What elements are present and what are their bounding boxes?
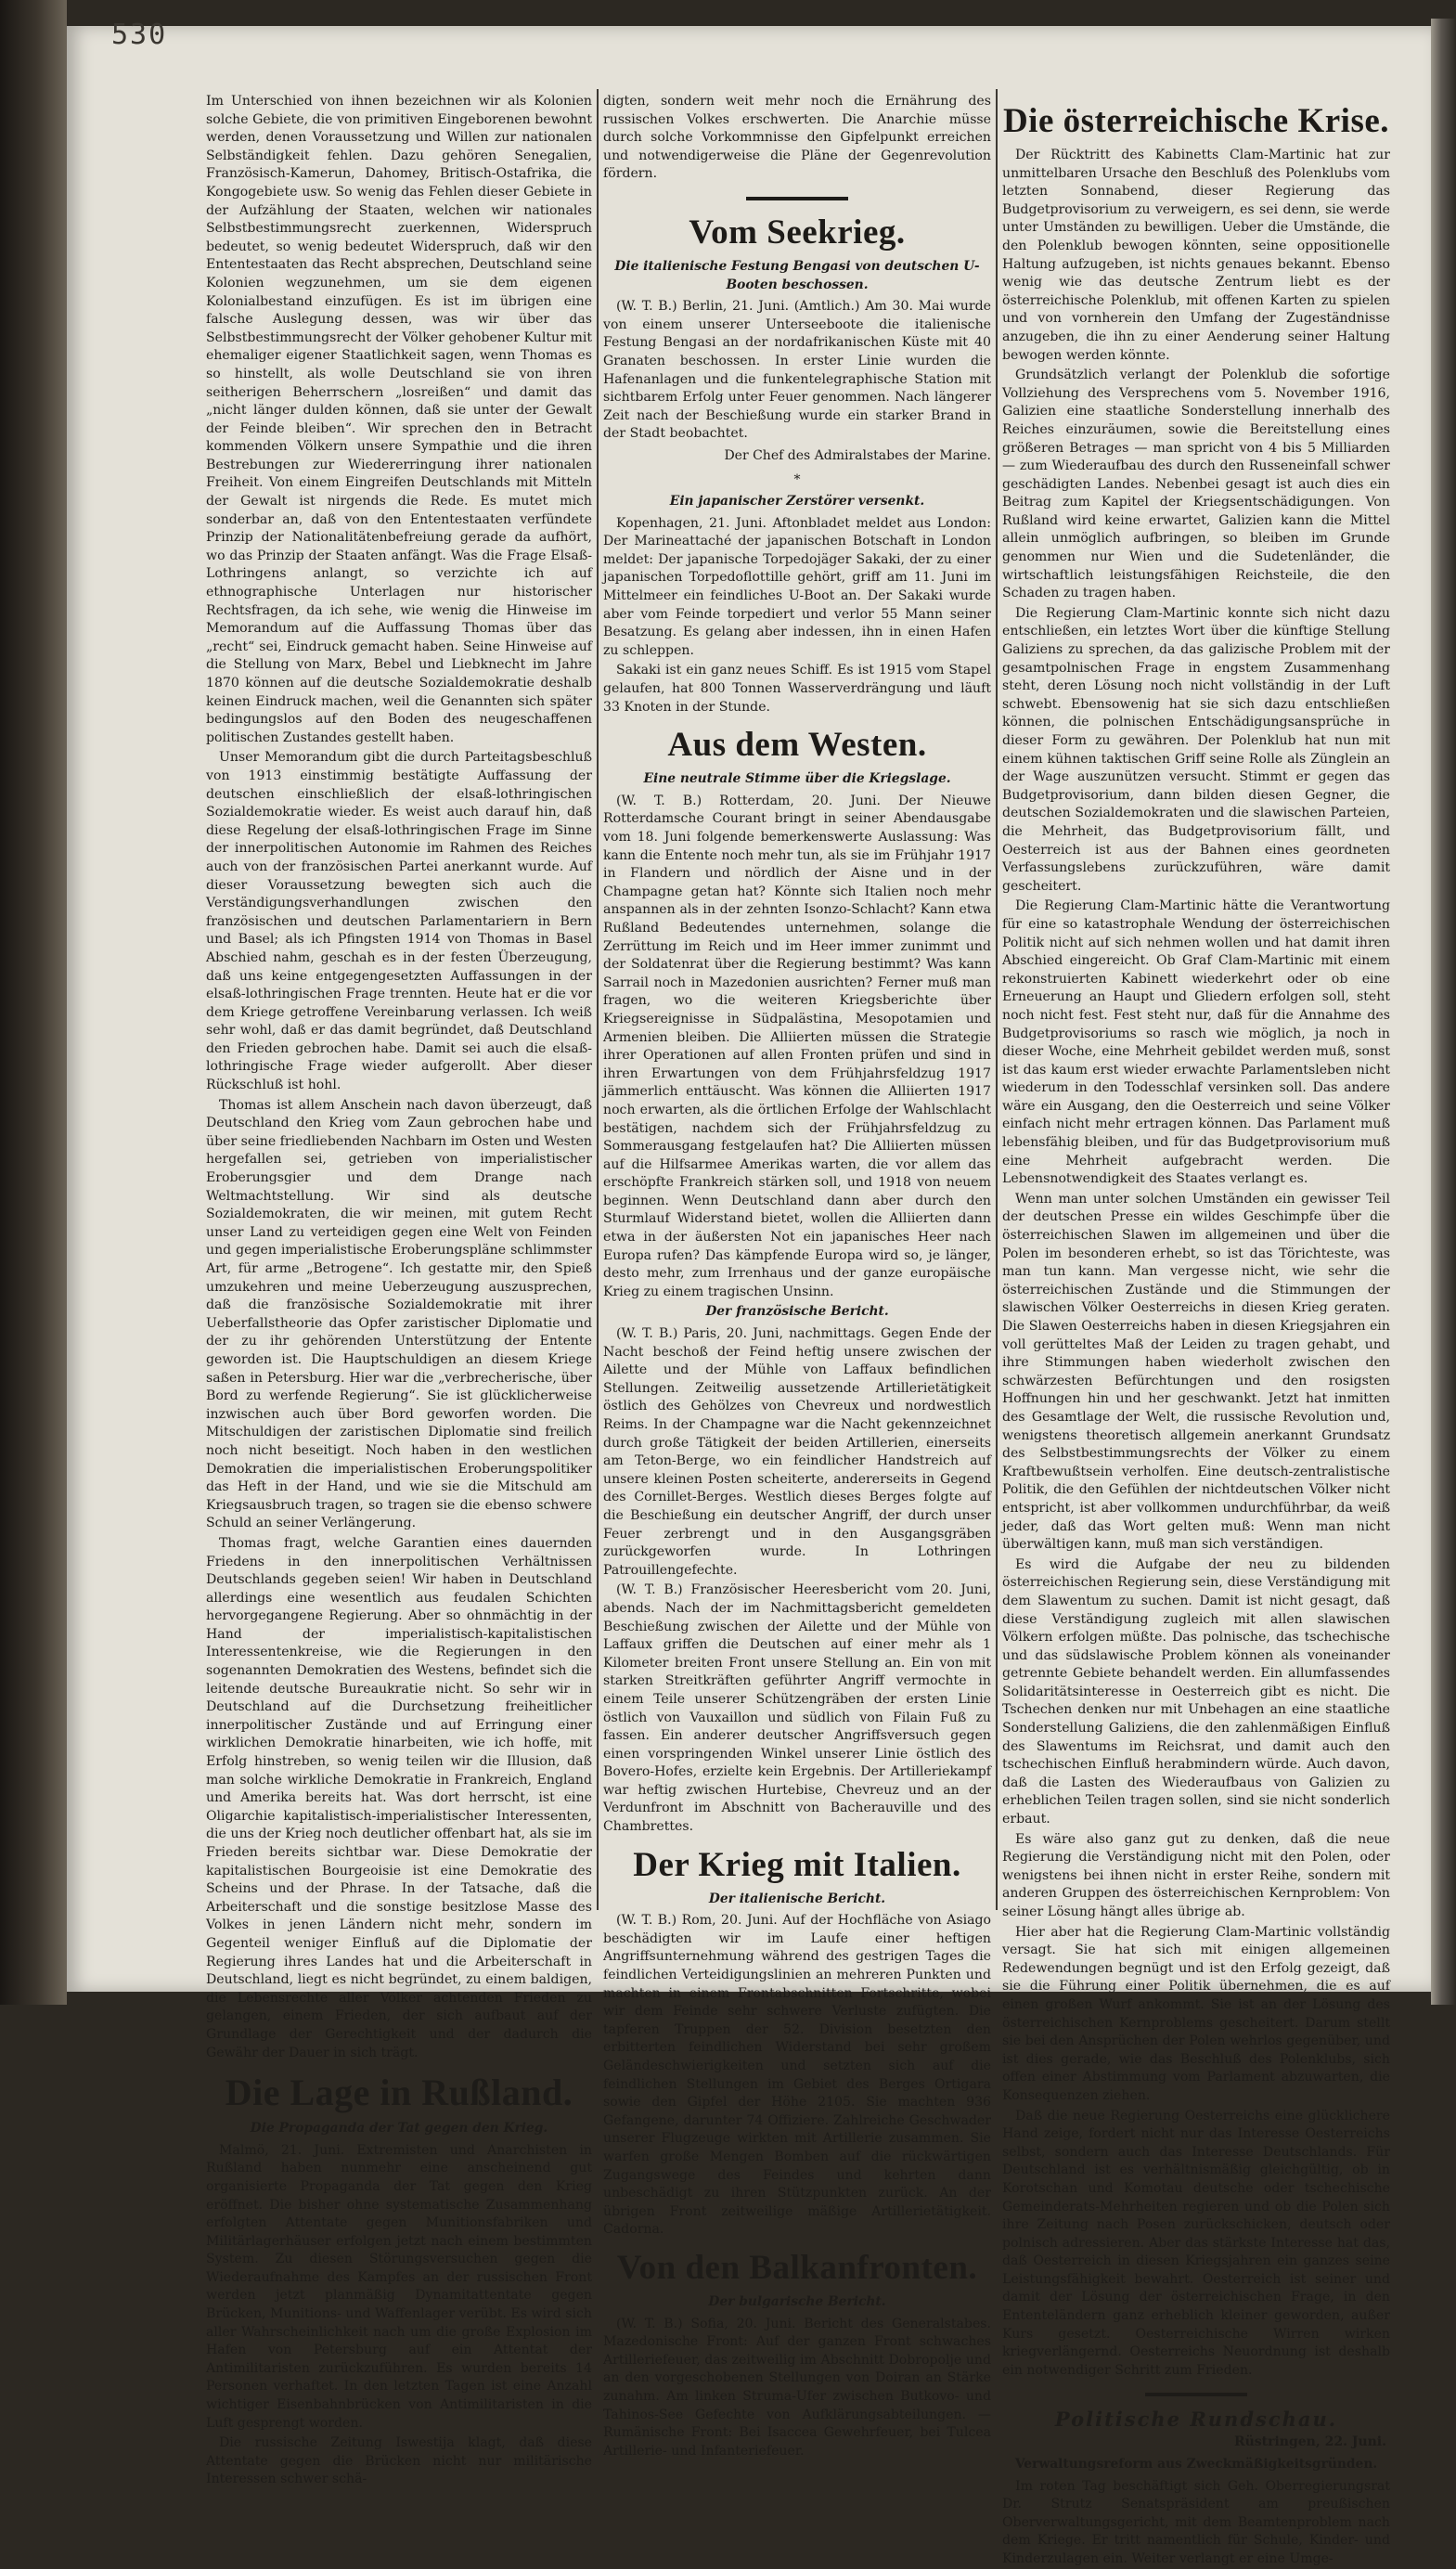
subhead-verwaltungsreform: Verwaltungsreform aus Zweckmäßigkeitsgründen. (1014, 2457, 1378, 2472)
section-divider (1145, 2393, 1247, 2396)
subhead-french: Der französische Bericht. (705, 1304, 889, 1320)
subhead-italian: Der italienische Bericht. (708, 1891, 886, 1906)
headline-balkan: Von den Balkanfronten. (616, 2248, 978, 2287)
column-rule (597, 89, 599, 1910)
article-paragraph: Thomas ist allem Anschein nach davon überzeugt, daß Deutschland den Krieg vom Zaun gebrochen habe und über seine friedliebenden Nachbarn im Osten und Westen hergefallen sei, getrieben von imperialistischer Eroberungsgier und dem Drange nach Weltmachtstellung. Wir sind als deutsche Sozialdemokraten, die wir meinen, mit gutem Recht unser Land zu verteidigen gegen eine Welt von Feinden und gegen imperialistische Eroberungspläne schlimmster Art, für arme „Betrogene“. Ich gestatte mir, den Spieß umzukehren und meine Ueberzeugung auszusprechen, daß die französische Sozialdemokratie mit ihrer Ueberfallstheorie das Opfer zaristischer Diplomatie und der zu ihr gehörenden Unterstützung der Entente geworden ist. Die Hauptschuldigen an diesem Kriege saßen in Petersburg. Hier war die „verbrecherische, über Bord zu werfende Regierung“. Sie ist glücklicherweise inzwischen auch über Bord geworfen worden. Die Mitschuldigen der zaristischen Diplomatie sind freilich noch nicht beseitigt. Noch haben in den westlichen Demokratien die imperialistischen Eroberungspolitiker das Heft in der Hand, und wie sie die Mitschuld am Kriegsausbruch tragen, so tragen sie die ebenso schwere Schuld an seiner Verlängerung. (206, 1097, 592, 1531)
column-right (1002, 93, 1390, 2566)
article-paragraph: Die Regierung Clam-Martinic hätte die Verantwortung für eine so katastrophale Wendung der österreichischen Politik nicht auf sich nehmen wollen und hat damit ihren Abschied eingereicht. Ob Graf Clam-Martinic mit einem rekonstruierten Kabinett wiederkehrt oder ob eine Erneuerung an Haupt und Gliedern erfolgen soll, steht noch nicht fest. Fest steht nur, daß für die Annahme des Budgetprovisoriums so rasch wie möglich, ja noch in dieser Woche, eine Mehrheit gebildet werden muß, sonst ist das kaum erst wieder erwachte Parlamentsleben nicht wiederum in den Todesschlaf versinken soll. Das andere wäre ein Ausgang, den die Oesterreich und seine Völker einfach nicht mehr ertragen können. Das Parlament muß lebensfähig bleiben, und für das Budgetprovisorium muß eine Mehrheit aufgebracht werden. Die Lebensnotwendigkeit des Staates verlangt es. (1002, 898, 1390, 1187)
column-left (206, 93, 592, 2487)
article-paragraph: Daß die neue Regierung Oesterreichs eine glücklichere Hand zeige, fordert nicht nur das Interesse Oesterreichs selbst, sondern auch das Interesse Deutschlands. Für Deutschland ist es verhältnismäßig gleichgültig, ob in Korotschan und Komotau deutsche oder tschechische Gemeinderats-Mehrheiten regieren und ob die Polen sich ihre Zeitung nach Posen zurückschicken, deutsch oder polnisch adressieren. Aber das stärkste Interesse hat das, daß Oesterreich in diesen Kriegsjahren ein ganzes seine Leistungsfähigkeit bewahrt. Oesterreich ist seiner und damit der Lösung der österreichischen Frage, in den Ententeländern ganz erheblich kleiner geworden, außer Kurs gesetzt. Oesterreichische Wirren wirken kriegverlängernd. Oesterreichs Neuordnung ist deshalb ein notwendiger Schritt zum Frieden. (1002, 2108, 1390, 2378)
subhead-japan: Ein japanischer Zerstörer versenkt. (669, 494, 925, 510)
article-paragraph: Die Regierung Clam-Martinic konnte sich nicht dazu entschließen, ein letztes Wort über die künftige Stellung Galiziens zu sprechen, da das galizische Problem mit der gesamtpolnischen Frage in engstem Zusammenhang steht, deren Lösung noch nicht vollständig in der Luft schwebt. Ebensowenig hat sie sich dazu entschließen können, die polnischen Entschädigungsansprüche in dieser Form zu gewähren. Der Polenklub hat nun mit einem kühnen taktischen Griff seine Rolle als Zünglein an der Wage auszunützen versucht. Stimmt er gegen das Budgetprovisorium, dann bilden diesen Gegner, die deutschen Sozialdemokraten und die slawischen Parteien, die Mehrheit, das Budgetprovisorium fällt, und Oesterreich ist aus der Bahnen eines geordneten Verfassungslebens zurückzuführen, wäre damit gescheitert. (1002, 605, 1390, 894)
section-title-rundschau: Politische Rundschau. (1054, 2408, 1338, 2432)
subhead-propaganda: Die Propaganda der Tat gegen den Krieg. (250, 2121, 548, 2137)
headline-westen: Aus dem Westen. (667, 726, 927, 765)
column-middle (603, 93, 991, 2459)
article-paragraph: (W. T. B.) Rom, 20. Juni. Auf der Hochfläche von Asiago beschädigten wir im Laufe einer heftigen Angriffsunternehmung während des gestrigen Tages die feindlichen Verteidigungslinien an mehreren Punkten und machten in einem Frontabschnitten Fortschritte, wobei wir dem Feinde sehr schwere Verluste zufügten. Die tapferen Truppen der 52. Division besetzten den erbitterten feindlichen Widerstand bei sehr großem Geländeschwierigkeiten und setzten sich auf die feindlichen Stellungen im Gebiet des Berges Ortigara sowie den Gipfel der Höhe 2105. Sie machten 936 Gefangene, darunter 74 Offiziere. Zahlreiche Geschwader unserer Flugzeuge wirkten mit Artillerie zusammen. Sie warfen große Mengen Bomben auf die rückwärtigen Zugangswege des Feindes und kehrten dann unbeschädigt zu ihren Stützpunkten zurück. An der übrigen Front zeitweilige mäßige Artillerietätigkeit. Cadorna. (603, 1913, 991, 2238)
column-rule (996, 89, 998, 1910)
subhead-bengasi: Die italienische Festung Bengasi von deutschen U-Booten beschossen. (614, 258, 980, 292)
article-paragraph: Wenn man unter solchen Umständen ein gewisser Teil der deutschen Presse ein wildes Geschimpfe über die österreichischen Slawen im allgemeinen und über die Polen im besonderen erhebt, so ist das Törichteste, was man tun kann. Man vergesse nicht, wie sehr die österreichischen Zustände und die Stimmungen der slawischen Völker Oesterreichs in diesen Krieg geraten. Die Slawen Oesterreichs haben in diesen Kriegsjahren ein voll gerütteltes Maß der Leiden zu tragen gehabt, und ihre Stimmungen haben wiederholt zwischen den schwärzesten Befürchtungen und den rosigsten Hoffnungen hin und her geschwankt. Jetzt hat inmitten des Gesamtlage der Welt, die russische Revolution und, wenigstens theoretisch allgemein anerkannt Grundsatz des Selbstbestimmungsrechts der Völker zu einem Kraftbewußtsein verholfen. Eine deutsch-zentralistische Politik, die den Gefühlen der nichtdeutschen Völker nicht entspricht, ist aber vollkommen undurchführbar, da weiß jeder, daß das Wort gelten muß: Wenn man nicht überwältigen kann, muß man sich verständigen. (1002, 1191, 1390, 1553)
subhead-bulgarian: Der bulgarische Bericht. (708, 2293, 886, 2309)
article-paragraph: (W. T. B.) Sofia, 20. Juni. Bericht des Generalstabes. Mazedonische Front: Auf der ganzen Front schwaches Artilleriefeuer, das zeitweilig im Abschnitt Dobropolje und an den vorgeschobenen Stellungen von Doiran an Stärke zunahm. Am linken Struma-Ufer zwischen Butkovo- und Tahinos-See Gefechte von Aufklärungsabteilungen. — Rumänische Front: Bei Isaccea Gewehrfeuer, bei Tulcea Artillerie- und Infanteriefeuer. (603, 2316, 991, 2459)
subhead-neutral: Eine neutrale Stimme über die Kriegslage. (643, 771, 951, 787)
article-paragraph: Hier aber hat die Regierung Clam-Martinic vollständig versagt. Sie hat sich mit einigen allgemeinen Redewendungen begnügt und ist den Erfolg gezeigt, daß sie die Führung einer Politik übernehmen, die es auf einen großen Wurf ankommt. Sie ist an der Lösung des österreichischen Kernproblems gescheitert. Darum stellt sie bei den Ansprüchen der Polen wehrlos gegenüber, und ist dies gerade, wie das Beschluß des Polenklubs, sich offen einer Abstimmung vom Parlament abzuwarten, die Konsequenzen ziehen. (1002, 1924, 1390, 2103)
article-paragraph: Kopenhagen, 21. Juni. Aftonbladet meldet aus London: Der Marineattaché der japanischen Botschaft in London meldet: Der japanische Torpedojäger Sakaki, der zu einer japanischen Torpedoflottille gehört, griff am 11. Juni im Mittelmeer ein feindliches U-Boot an. Der Sakaki wurde aber vom Feinde torpediert und verlor 55 Mann seiner Besatzung. Es gelang aber indessen, ihn in einen Hafen zu schleppen. (603, 515, 991, 658)
article-paragraph: (W. T. B.) Berlin, 21. Juni. (Amtlich.) Am 30. Mai wurde von einem unserer Unterseeboote die italienische Festung Bengasi an der nordafrikanischen Küste mit 40 Granaten beschossen. In erster Linie wurden die Hafenanlagen und die funkentelegraphische Station mit sichtbarem Erfolg unter Feuer genommen. Nach längerer Zeit nach der Beschießung wurde ein starker Brand in der Stadt beobachtet. (603, 299, 991, 442)
book-edge (1431, 19, 1456, 2005)
dateline: Rüstringen, 22. Juni. (1233, 2434, 1386, 2450)
article-paragraph: Sakaki ist ein ganz neues Schiff. Es ist 1915 vom Stapel gelaufen, hat 800 Tonnen Wasserverdrängung und läuft 33 Knoten in der Stunde. (603, 663, 991, 715)
article-paragraph: Thomas fragt, welche Garantien eines dauernden Friedens in den innerpolitischen Verhältnissen Deutschlands gegeben seien! Wir haben in Deutschland allerdings eine wesentlich aus feudalen Schichten hervorgegangene Regierung. Aber so ohnmächtig in der Hand der imperialistisch-kapitalistischen Interessentenkreise, wie die Regierungen in den sogenannten Demokratien des Westens, befindet sich die leitende deutsche Bureaukratie nicht. So sehr wir in Deutschland auf die Durchsetzung freiheitlicher innerpolitischer Zustände und auf Erringung einer wirklichen Demokratie hinarbeiten, wie ich hoffe, mit Erfolg hinstreben, so wenig teilen wir die Illusion, daß man solche wirkliche Demokratie in Frankreich, England und Amerika bereits hat. Was dort herrscht, ist eine Oligarchie kapitalistisch-imperialistischer Interessenten, die uns der Krieg noch deutlicher offenbart hat, als sie im Frieden bereits sichtbar war. Diese Demokratie der kapitalistischen Bourgeoisie ist eine Demokratie des Scheins und der Phrase. In der Tatsache, daß die Arbeiterschaft und die sonstige besitzlose Masse des Volkes in jenen Ländern nicht mehr, sondern im Gegenteil weniger Einfluß auf die Diplomatie der Regierung ihres Landes hat und die Arbeiterschaft in Deutschland, liegt es nicht begründet, zu einem baldigen, die Lebensrechte aller Völker achtenden Frieden zu gelangen, einem Frieden, der sich aufbaut auf der Grundlage der Gerechtigkeit und der dadurch die Gewähr der Dauer in sich trägt. (206, 1535, 592, 2060)
section-divider (746, 197, 848, 200)
headline-russland: Die Lage in Rußland. (225, 2072, 573, 2114)
headline-italien: Der Krieg mit Italien. (633, 1845, 961, 1884)
article-paragraph: (W. T. B.) Rotterdam, 20. Juni. Der Nieuwe Rotterdamsche Courant bringt in seiner Abendausgabe vom 18. Juni folgende bemerkenswerte Auslassung: Was kann die Entente noch mehr tun, als sie im Frühjahr 1917 in Flandern und nördlich der Aisne und in der Champagne getan hat? Könnte sich Italien noch mehr anspannen als in der zehnten Isonzo-Schlacht? Kann etwa Rußland Bedeutendes unternehmen, solange die Zerrüttung im Reich und im Heer immer zunimmt und der Soldatenrat über die Regierung bestimmt? Was kann Sarrail noch in Mazedonien ausrichten? Ferner muß man fragen, wo die weiteren Kriegsberichte über Kriegsereignisse in Südpalästina, Mesopotamien und Armenien bleiben. Die Alliierten müssen die Strategie ihrer Operationen auf allen Fronten prüfen und sind in ihren Erwartungen von dem Frühjahrsfeldzug 1917 jämmerlich enttäuscht. Was können die Alliierten 1917 noch erwarten, als die örtlichen Erfolge der Wahlschlacht bestätigen, nachdem sich der Frühjahrsfeldzug zu Sommerausgang festgelaufen hat? Die Alliierten müssen auf die Hilfsarmee Amerikas warten, die vor allem das erschöpfte Frankreich stärken soll, und 1918 von neuem beginnen. Wenn Deutschland dann aber durch den Sturmlauf Widerstand bietet, wollen die Alliierten dann etwa in der äußersten Not ein japanisches Heer nach Europa rufen? Das kämpfende Europa wird so, je länger, desto mehr, zum Irrenhaus und der ganze europäische Krieg zu einem tragischen Unsinn. (603, 793, 991, 1299)
article-paragraph: Unser Memorandum gibt die durch Parteitagsbeschluß von 1913 einstimmig bestätigte Auffassung der deutschen einschließlich der elsaß-lothringischen Sozialdemokratie wieder. Es weist auch darauf hin, daß diese Regelung der elsaß-lothringischen Frage im Sinne der innerpolitischen Autonomie im Rahmen des Reiches auch von der französischen Partei anerkannt wurde. Auf dieser Voraussetzung bewegten sich auch die Verständigungsverhandlungen zwischen den französischen und deutschen Parlamentariern in Bern und Basel; als ich Pfingsten 1914 von Thomas in Basel Abschied nahm, geschah es in der festen Überzeugung, daß uns keine entgegengesetzten Auffassungen in der elsaß-lothringischen Frage trennten. Heute hat er die vor dem Kriege getroffene Vereinbarung verlassen. Ich weiß sehr wohl, daß er das damit begründet, daß Deutschland den Frieden gebrochen habe. Damit sei auch die elsaß-lothringische Frage wieder aufgerollt. Aber dieser Rückschluß ist hohl. (206, 750, 592, 1093)
article-paragraph: Der Rücktritt des Kabinetts Clam-Martinic hat zur unmittelbaren Ursache den Beschluß des Polenklubs vom letzten Sonnabend, dieser Regierung das Budgetprovisorium zu verweigern, es sei denn, sie werde unter Umständen zu bewilligen. Ueber die Umstände, die den Polenklub bewogen könnten, seine oppositionelle Haltung aufzugeben, ist nichts genaues bekannt. Ebenso wenig wie das deutsche Zentrum liebt es der österreichische Polenklub, mit offenen Karten zu spielen und von vornherein den Umfang der Zugeständnisse anzugeben, die ihn zu einer Aenderung seiner Haltung bewogen werden könnte. (1002, 148, 1390, 363)
article-paragraph: Im roten Tag beschäftigt sich Geh. Oberregierungsrat Dr. Strutz Senatspräsident am preußischen Oberverwaltungsgericht, mit dem Beamtenproblem nach dem Kriege. Er tritt namentlich für Schule, Kinder- und Kinderzulagen ein. Weiter verlangt er eine Umge- (1002, 2478, 1390, 2566)
headline-seekrieg: Vom Seekrieg. (689, 213, 906, 252)
article-paragraph: Es wäre also ganz gut zu denken, daß die neue Regierung die Verständigung nicht mit den Polen, oder wenigstens bei ihnen nicht in erster Reihe, sondern mit anderen Gruppen des österreichischen Kernproblem: Von seiner Lösung hängt alles übrige ab. (1002, 1831, 1390, 1919)
article-paragraph: Malmö, 21. Juni. Extremisten und Anarchisten in Rußland haben nunmehr eine anscheinend gut organisierte Propaganda der Tat gegen den Krieg eröffnet. Die bisher ohne systematische Zusammenhang erfolgten Attentate gegen Munitionsfabriken und Militärlagerhäuser erfolgen jetzt nach einem bestimmten System. Zu diesen Störungsversuchen gegen die Wiederaufnahme des Kampfes an der russischen Front werden jetzt planmäßig Dynamitattentate gegen Brücken, Munitions- und Waffenlager verübt. Es wird sich aller Wahrscheinlichkeit nach um die große Explosion im Hafen von Petersburg auf ein Attentat der Antimilitaristen zurückzuführen. Es wurden bereits 14 Personen verhaftet. In den letzten Tagen ist eine Anzahl wichtiger Eisenbahnbrücken von Antimilitaristen in die Luft gesprengt worden. (206, 2142, 592, 2431)
page-number: 530 (111, 19, 168, 51)
article-paragraph: Die russische Zeitung Iswestija klagt, daß diese Attentate gegen die Brücken nicht nur militärische Interessen schwer schä- (206, 2435, 592, 2487)
asterisk-separator: * (793, 471, 801, 487)
article-paragraph: digten, sondern weit mehr noch die Ernährung des russischen Volkes erschwerten. Die Anarchie müsse durch solche Vorkommnisse den Gipfelpunkt erreichen und notwendigerweise die Pläne der Gegenrevolution fördern. (603, 94, 991, 182)
article-paragraph: Grundsätzlich verlangt der Polenklub die sofortige Vollziehung des Versprechens vom 5. November 1916, Galizien eine staatliche Sonderstellung innerhalb des Reiches einzuräumen, sowie die Bereitstellung eines größeren Betrages — man spricht von 4 bis 5 Milliarden — zum Wiederaufbau des durch den Russeneinfall schwer geschädigten Landes. Nebenbei gesagt ist auch dies ein Beitrag zum Kapitel der Kriegsentschädigungen. Von Rußland wird keine erwartet, Galizien kann die Mittel allein unmöglich aufbringen, so bleiben im Grunde genommen nur Wien und die Sudetenländer, die wirtschaftlich leistungsfähigen Reichsteile, die den Schaden zu tragen haben. (1002, 368, 1390, 601)
article-paragraph: (W. T. B.) Paris, 20. Juni, nachmittags. Gegen Ende der Nacht beschoß der Feind heftig unsere zwischen der Ailette und der Mühle von Laffaux befindlichen Stellungen. Zeitweilig aussetzende Artillerietätigkeit östlich des Gehölzes von Chevreux und nordwestlich Reims. In der Champagne war die Nacht gekennzeichnet durch große Tätigkeit der beiden Artillerien, einerseits am Teton-Berge, wo ein feindlicher Handstreich auf unsere kleinen Posten scheiterte, andererseits in Gegend des Cornillet-Berges. Westlich dieses Berges folgte auf die Beschießung ein deutscher Angriff, der durch unser Feuer zerbrengt und in den Ausgangsgräben zurückgeworfen wurde. In Lothringen Patrouillengefechte. (603, 1326, 991, 1578)
article-paragraph: Es wird die Aufgabe der neu zu bildenden österreichischen Regierung sein, diese Verständigung mit dem Slawentum zu suchen. Damit ist nicht gesagt, daß diese Verständigung zugleich mit allen slawischen Völkern erfolgen müßte. Das polnische, das tschechische und das südslawische Problem können als voneinander getrennte Gebiete behandelt werden. Ein allumfassendes Solidaritätsinteresse in Oesterreich gibt es nicht. Die Tschechen denken nur mit Unbehagen an eine staatliche Sonderstellung Galiziens, die den zahlenmäßigen Einfluß des Slawentums im Reichsrat, und damit auch den tschechischen Einfluß herabmindern würde. Auch davon, daß die Lasten des Wiederaufbaus von Galizien zu erheblichen Teilen tragen sollen, sind sie nicht sonderlich erbaut. (1002, 1556, 1390, 1827)
byline-admiralstab: Der Chef des Admiralstabes der Marine. (724, 447, 991, 463)
book-binding (0, 0, 67, 2005)
article-paragraph: Im Unterschied von ihnen bezeichnen wir als Kolonien solche Gebiete, die von primitiven Eingeborenen bewohnt werden, denen Voraussetzung und Willen zur nationalen Selbständigkeit fehlen. Dazu gehören Senegalien, Französisch-Kamerun, Dahomey, Britisch-Ostafrika, die Kongogebiete usw. So wenig das Fehlen dieser Gebiete in der Aufzählung der Staaten, welchen wir nationales Selbstbestimmungsrecht zuerkennen, Widerspruch bedeutet, so wenig bedeutet Widerspruch, daß wir den Ententestaaten das Recht absprechen, Deutschland seine Kolonien wegzunehmen, um sie dem eigenen Kolonialbestand einzufügen. Es ist im übrigen eine falsche Auslegung dessen, was wir über das Selbstbestimmungsrecht der Völker gehobener Kultur mit ehemaliger eigener Staatlichkeit sagen, wenn Thomas es so hinstellt, als wolle Deutschland sie von ihren seitherigen Beherrschern „losreißen“ und damit das „nicht länger dulden können, daß sie unter der Gewalt der Feinde bleiben“. Wir sprechen den in Betracht kommenden Völkern unsere Sympathie und die ihren Bestrebungen zur Wiedererringung ihrer nationalen Freiheit. Von einem Eingreifen Deutschlands mit Mitteln der Gewalt ist nirgends die Rede. Es mutet mich sonderbar an, daß von den Ententestaaten verfündete Prinzip der Nationalitätenbefreiung gerade da aufhört, wo das Prinzip der Staaten anfängt. Was die Frage Elsaß-Lothringens anlangt, so verzichte ich auf ethnographische Unterlagen nur historischer Rechtsfragen, da ich sehe, wie wenig die Hinweise im Memorandum auf die Auffassung Thomas über das „recht“ sei, Eindruck gemacht haben. Seine Hinweise auf die Stellung von Marx, Bebel und Liebknecht im Jahre 1870 können auf die deutsche Sozialdemokratie deshalb keinen Eindruck machen, weil die Genannten sich später bedingungslos auf den Boden des neugeschaffenen politischen Zustandes gestellt haben. (206, 94, 592, 745)
headline-krise: Die österreichische Krise. (1002, 102, 1390, 140)
article-paragraph: (W. T. B.) Französischer Heeresbericht vom 20. Juni, abends. Nach der im Nachmittagsbericht gemeldeten Beschießung zwischen der Ailette und der Mühle von Laffaux griffen die Deutschen auf einer mehr als 1 Kilometer breiten Front unsere Stellung an. Ein von mit starken Streitkräften geführter Angriff vermochte in einem Teile unserer Schützengräben der ersten Linie östlich von Vauxaillon und südlich von Filain Fuß zu fassen. Ein anderer deutscher Angriffsversuch gegen einen vorspringenden Winkel unserer Linie östlich des Bovero-Hofes, erzielte kein Ergebnis. Der Artilleriekampf war heftig zwischen Hurtebise, Chevreuz und an der Verdunfront im Abschnitt von Bacherauville und des Chambrettes. (603, 1582, 991, 1835)
